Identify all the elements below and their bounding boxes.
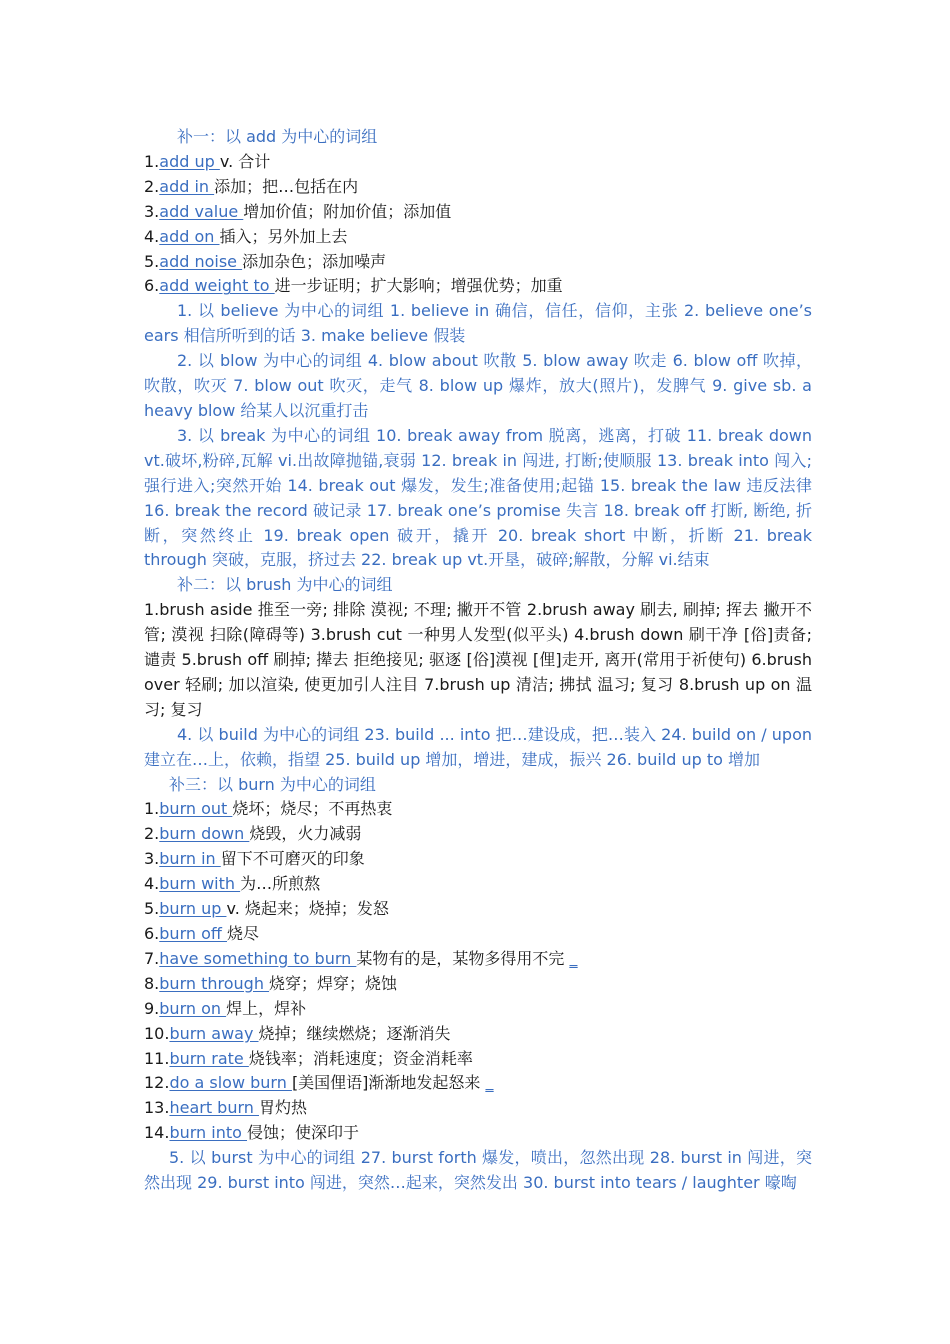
paragraph-build: 4. 以 build 为中心的词组 23. build ... into 把…建设成，把…装入 24. build on / upon 建立在…上，依赖，指望 25. build up 增加，增进，建成，振兴 26. build up to 增加 (144, 724, 812, 769)
phrase-link[interactable]: do a slow burn (169, 1073, 292, 1093)
phrase-link[interactable]: add value (159, 201, 244, 221)
phrase-link[interactable]: add in (159, 176, 215, 196)
add-phrase-list (144, 150, 812, 299)
list-item: 2.add in 添加；把…包括在内 (144, 176, 359, 196)
phrase-link[interactable]: burn rate (169, 1048, 249, 1068)
list-item: 7.have something to burn 某物有的是，某物多得用不完 _ (144, 948, 578, 968)
phrase-link[interactable]: have something to burn (159, 948, 357, 968)
phrase-link[interactable]: burn into (169, 1123, 248, 1143)
phrase-link[interactable]: burn through (159, 973, 270, 993)
phrase-link[interactable]: add weight to (159, 276, 275, 296)
list-item: 13.heart burn 胃灼热 (144, 1098, 308, 1118)
paragraph-burst: 5. 以 burst 为中心的词组 27. burst forth 爆发，喷出，忽然出现 28. burst in 闯进，突然出现 29. burst into 闯进，突然…起来，突然发出 30. burst into tears / laughter 嚎啕 (144, 1148, 812, 1193)
paragraph-break: 3. 以 break 为中心的词组 10. break away from 脱离，逃离，打破 11. break down vt.破坏,粉碎,瓦解 vi.出故障抛锚,衰弱 12. break in 闯进, 打断;使顺服 13. break into 闯入;强行进入;突然开始 14. break out 爆发，发生;准备使用;起锚 15. break the law 违反法律 16. break the record 破记录 17. break one’s promise 失言 18. break off 打断, 断绝, 折断，突然终止 19. break open 破开，撬开 20. break short 中断，折断 21. break through 突破，克服，挤过去 22. break up vt.开垦，破碎;解散，分解 vi.结束 (144, 425, 812, 570)
phrase-link[interactable]: burn down (159, 824, 250, 844)
section-heading-burn: 补三：以 burn 为中心的词组 (169, 774, 376, 794)
list-item: 1.burn out 烧坏；烧尽；不再热衷 (144, 799, 393, 819)
paragraph-brush: 1.brush aside 推至一旁; 排除 漠视; 不理; 撇开不管 2.brush away 刷去, 刷掉; 挥去 撇开不管; 漠视 扫除(障碍等) 3.brush cut 一种男人发型(似平头) 4.brush down 刷干净 [俗]责备; 谴责 5.brush off 刷掉; 撵去 拒绝接见; 驱逐 [俗]漠视 [俚]走开, 离开(常用于祈使句) 6.brush over 轻刷; 加以渲染, 使更加引人注目 7.brush up 清洁; 拂拭 温习; 复习 8.brush up on 温习; 复习 (144, 600, 812, 719)
phrase-link[interactable]: burn off (159, 924, 227, 943)
phrase-link[interactable]: burn up (159, 899, 227, 919)
phrase-link[interactable]: burn on (159, 998, 227, 1018)
paragraph-believe: 1. 以 believe 为中心的词组 1. believe in 确信，信任，信仰，主张 2. believe one’s ears 相信所听到的话 3. make believe 假装 (144, 301, 812, 346)
list-item: 3.add value 增加价值；附加价值；添加值 (144, 201, 452, 221)
burn-phrase-list (144, 797, 812, 1146)
paragraph-blow: 2. 以 blow 为中心的词组 4. blow about 吹散 5. blow away 吹走 6. blow off 吹掉，吹散，吹灭 7. blow out 吹灭，走气 8. blow up 爆炸，放大(照片)，发脾气 9. give sb. a heavy blow 给某人以沉重打击 (144, 351, 812, 420)
list-item: 2.burn down 烧毁，火力减弱 (144, 824, 362, 844)
phrase-link[interactable]: burn away (169, 1023, 259, 1043)
list-item: 10.burn away 烧掉；继续燃烧；逐渐消失 (144, 1023, 451, 1043)
phrase-link[interactable]: burn in (159, 849, 221, 869)
list-item: 6.add weight to 进一步证明；扩大影响；增强优势；加重 (144, 276, 563, 296)
list-item: 3.burn in 留下不可磨灭的印象 (144, 849, 365, 869)
list-item: 4.burn with 为…所煎熬 (144, 874, 321, 894)
list-item: 5.burn up v. 烧起来；烧掉；发怒 (144, 899, 389, 919)
phrase-link[interactable]: add noise (159, 251, 243, 271)
phrase-link[interactable]: add up (159, 151, 220, 171)
list-item: 4.add on 插入；另外加上去 (144, 226, 348, 246)
phrase-link[interactable]: burn with (159, 874, 241, 894)
phrase-link[interactable]: add on (159, 226, 220, 246)
section-heading-add: 补一：以 add 为中心的词组 (177, 127, 378, 146)
list-item: 9.burn on 焊上，焊补 (144, 998, 307, 1018)
list-item: 11.burn rate 烧钱率；消耗速度；资金消耗率 (144, 1048, 473, 1068)
document-body (144, 125, 812, 1196)
list-item: 14.burn into 侵蚀；使深印于 (144, 1123, 360, 1143)
phrase-link[interactable]: burn out (159, 799, 233, 819)
phrase-link[interactable]: heart burn (169, 1098, 259, 1118)
list-item: 1.add up v. 合计 (144, 151, 271, 171)
list-item: 8.burn through 烧穿；焊穿；烧蚀 (144, 973, 398, 993)
section-heading-brush: 补二：以 brush 为中心的词组 (177, 575, 393, 595)
list-item: 6.burn off 烧尽 (144, 924, 259, 943)
list-item: 12.do a slow burn [美国俚语]渐渐地发起怒来 _ (144, 1073, 494, 1093)
list-item: 5.add noise 添加杂色；添加噪声 (144, 251, 387, 271)
